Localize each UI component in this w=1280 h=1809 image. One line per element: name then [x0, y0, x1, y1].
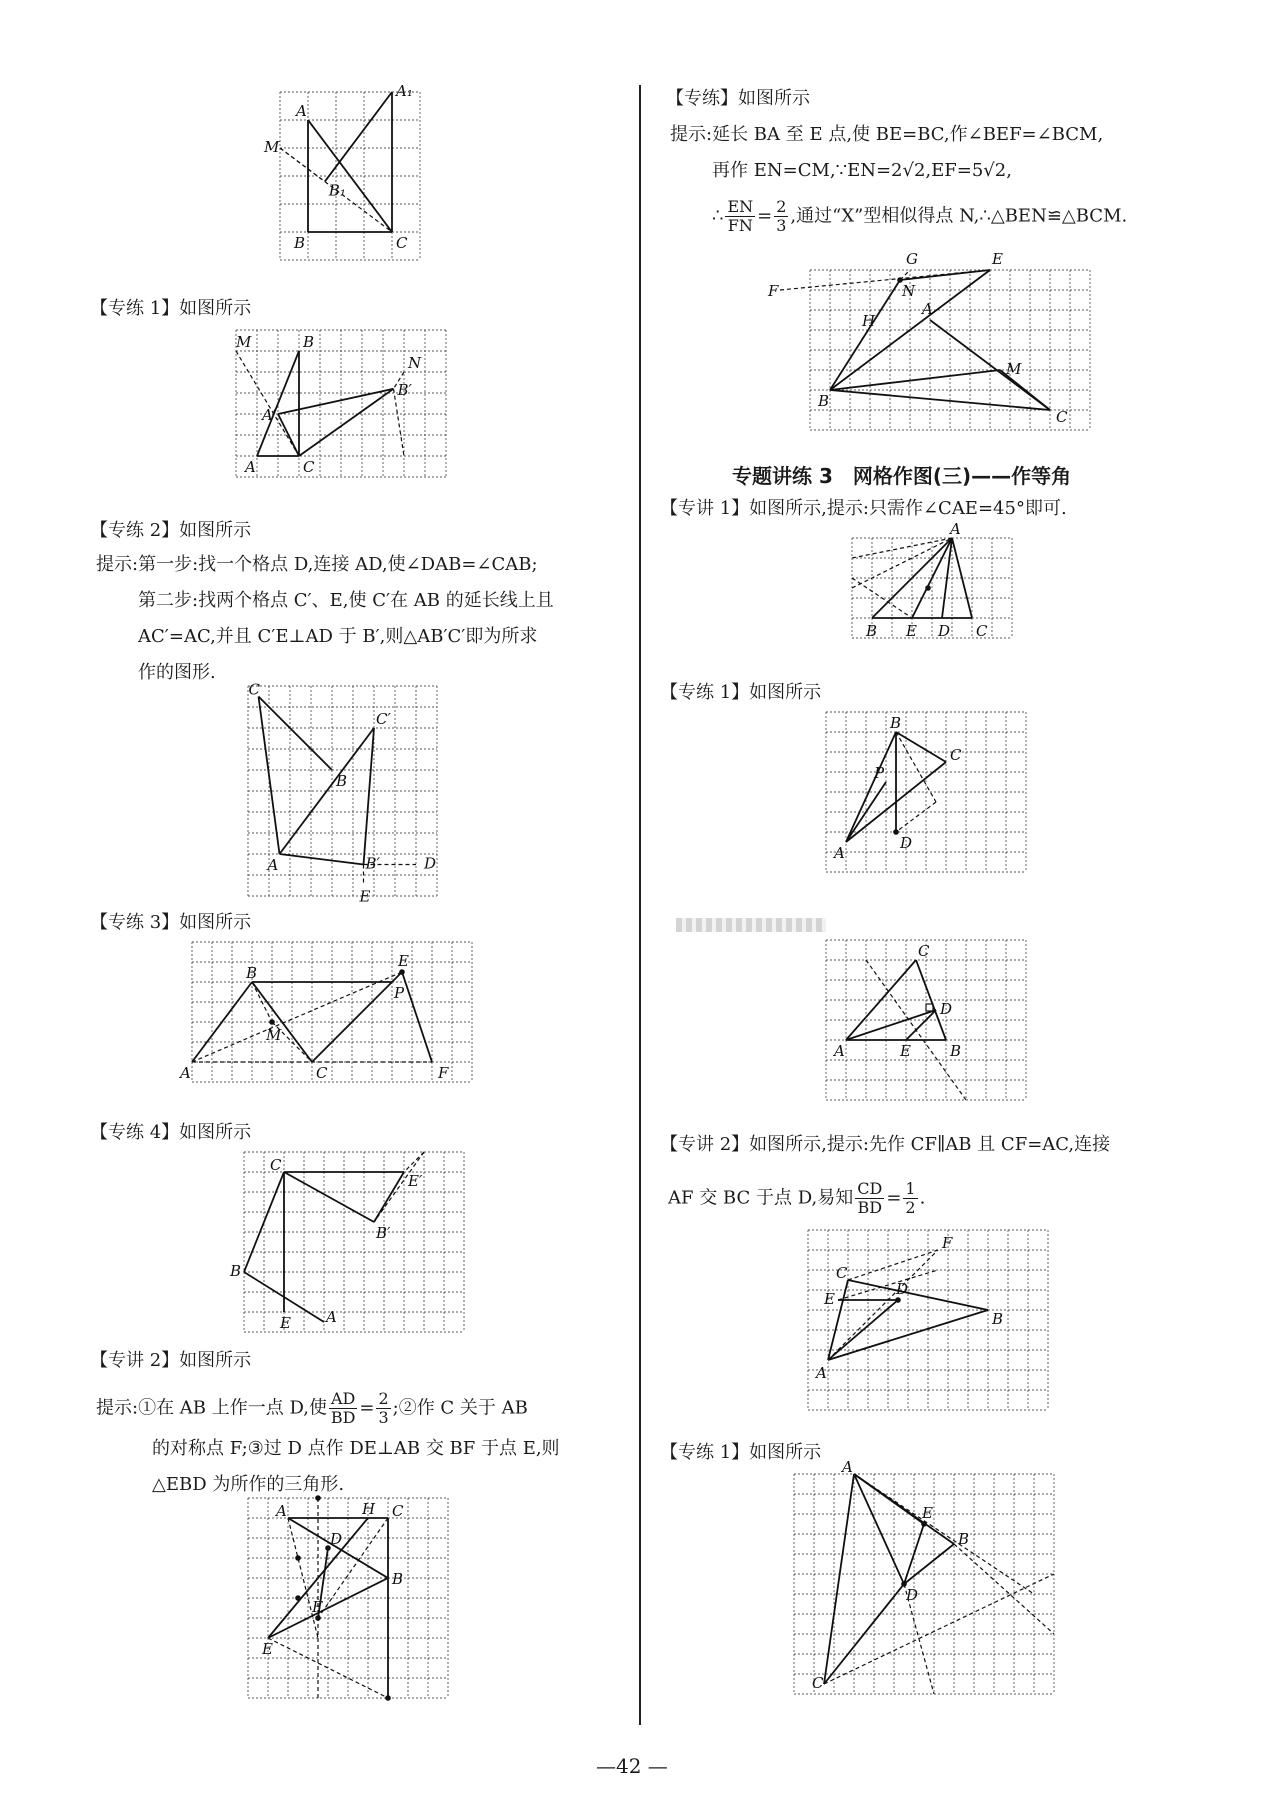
- jiang2-fraction-1-2: [903, 1180, 917, 1217]
- segment: [896, 732, 946, 762]
- point-label: D: [330, 1530, 343, 1548]
- auxiliary-line: [318, 1518, 388, 1618]
- equals: =: [757, 205, 773, 227]
- figure-7: [768, 250, 1100, 450]
- point-label: B: [246, 964, 258, 982]
- point-label: A: [296, 102, 307, 120]
- point-dot: [921, 1521, 927, 1527]
- segment: [364, 728, 375, 865]
- jiang2-hint-a: 提示:①在 AB 上作一点 D,使: [96, 1397, 327, 1419]
- lian-fraction-2-3: [774, 198, 788, 235]
- frac-num: AD: [330, 1389, 356, 1408]
- point-label: A: [267, 856, 279, 874]
- figure-8: [848, 520, 1040, 662]
- point-dot: [895, 1297, 901, 1303]
- figure-7-svg: [768, 250, 1100, 450]
- point-label: E: [398, 952, 409, 970]
- figure-4-svg: [180, 938, 508, 1104]
- figure-11-svg: [804, 1226, 1054, 1422]
- frac-num: EN: [727, 197, 754, 216]
- point-dot: [295, 1555, 301, 1561]
- auxiliary-line: [852, 538, 952, 588]
- frac-den: FN: [727, 216, 753, 235]
- lian3-heading: 【专练 3】如图所示: [90, 912, 252, 933]
- point-label: H: [362, 1500, 376, 1518]
- point-label: A: [180, 1064, 191, 1082]
- point-label: C: [976, 622, 988, 640]
- frac-den: 3: [776, 216, 787, 235]
- figure-12: [790, 1458, 1070, 1710]
- point-label: B: [958, 1530, 970, 1548]
- figure-12-svg: [790, 1458, 1070, 1710]
- point-label: B: [866, 622, 878, 640]
- figure-3-svg: [244, 680, 456, 906]
- point-label: M: [264, 138, 280, 156]
- segment: [828, 1300, 898, 1360]
- lian-hint-2: 再作 EN=CM,∵EN=2√2,EF=5√2,: [712, 160, 1012, 181]
- lian2-hint-4: 作的图形.: [138, 662, 216, 683]
- jiang2-fraction-2-3: [376, 1390, 390, 1427]
- segment: [284, 1172, 374, 1222]
- figure-11: [804, 1226, 1054, 1422]
- point-label: N: [408, 354, 422, 372]
- point-label: H: [862, 312, 876, 330]
- point-label: C: [248, 680, 260, 699]
- lian4-heading: 【专练 4】如图所示: [90, 1122, 252, 1143]
- point-label: D: [424, 854, 437, 873]
- point-dot: [269, 1019, 275, 1025]
- point-label: A: [276, 1502, 287, 1520]
- frac-num: 2: [378, 1389, 389, 1408]
- lian-heading: 【专练】如图所示: [666, 88, 810, 109]
- point-label: P: [874, 764, 885, 782]
- point-label: C: [950, 746, 962, 764]
- point-label: B: [818, 392, 830, 410]
- point-dot: [399, 969, 405, 975]
- point-label: F: [438, 1064, 449, 1082]
- segment: [830, 370, 1000, 390]
- point-label: F: [312, 1598, 323, 1616]
- point-label: C: [396, 234, 408, 252]
- lian2-hint-3: AC′=AC,并且 C′E⊥AD 于 B′,则△AB′C′即为所求: [138, 626, 538, 647]
- point-label: C: [812, 1674, 824, 1692]
- point-label: D: [906, 1586, 919, 1604]
- point-label: C: [918, 942, 930, 960]
- auxiliary-line: [824, 1574, 1054, 1684]
- point-label: E: [359, 887, 371, 906]
- jiang2-right-line-2: [668, 1180, 925, 1217]
- point-label: F: [942, 1234, 953, 1252]
- point-label: E: [906, 622, 917, 640]
- point-label: D: [900, 834, 913, 852]
- point-label: M: [1006, 360, 1022, 378]
- point-label: A: [834, 1042, 845, 1060]
- segment: [312, 972, 402, 1062]
- auxiliary-line: [896, 732, 936, 802]
- auxiliary-line: [404, 1152, 424, 1172]
- point-label: C: [270, 1156, 282, 1174]
- segment: [828, 1310, 988, 1360]
- frac-den: 2: [905, 1198, 916, 1217]
- point-label: E′: [408, 1172, 423, 1190]
- point-label: E: [262, 1640, 273, 1658]
- segment: [259, 697, 333, 771]
- point-label: B: [303, 333, 315, 351]
- jiang2-line2-pre: AF 交 BC 于点 D,易知: [668, 1187, 854, 1209]
- lian-fraction-en-fn: [725, 198, 755, 235]
- point-label: B₁: [328, 181, 346, 200]
- grid-lines: [236, 330, 446, 477]
- point-label: A: [842, 1458, 853, 1476]
- point-label: B: [294, 234, 306, 252]
- section-title: 专题讲练 3 网格作图(三)——作等角: [732, 464, 1072, 488]
- point-label: B′: [397, 380, 412, 399]
- lian2-hint-2: 第二步:找两个格点 C′、E,使 C′在 AB 的延长线上且: [138, 590, 554, 611]
- jiang2-hint-b: ;②作 C 关于 AB: [392, 1397, 528, 1419]
- frac-num: 1: [905, 1179, 916, 1198]
- point-label: B: [336, 772, 348, 790]
- figure-10-svg: [822, 936, 1044, 1122]
- segment: [402, 972, 432, 1062]
- blurred-text: [676, 918, 826, 932]
- figure-2: [232, 326, 464, 506]
- point-label: B′: [376, 1224, 391, 1242]
- point-label: A₁: [396, 82, 413, 100]
- figure-6: [244, 1494, 464, 1700]
- point-label: M: [236, 333, 252, 351]
- point-dot: [315, 1495, 321, 1501]
- figure-9-svg: [822, 708, 1044, 888]
- grid-lines: [810, 270, 1090, 430]
- jiang1-heading: 【专讲 1】如图所示,提示:只需作∠CAE=45°即可.: [660, 498, 1067, 519]
- point-label: P: [394, 984, 405, 1002]
- segment: [830, 280, 900, 390]
- lian-hint-3-post: ,通过“X”型相似得点 N,∴△BEN≌△BCM.: [790, 205, 1128, 227]
- figure-8-svg: [848, 520, 1040, 662]
- auxiliary-line: [896, 802, 936, 832]
- point-label: A: [326, 1308, 337, 1326]
- auxiliary-line: [848, 1250, 938, 1280]
- point-label: E: [900, 1042, 911, 1060]
- jiang2-hint-2: 的对称点 F;③过 D 点作 DE⊥AB 交 BF 于点 E,则: [152, 1438, 560, 1459]
- figure-2-svg: [232, 326, 464, 506]
- auxiliary-line: [954, 1544, 1054, 1634]
- grid-lines: [808, 1230, 1048, 1410]
- figure-3: [244, 680, 456, 906]
- column-divider: [639, 85, 641, 1725]
- point-dot: [385, 1695, 391, 1701]
- lian2-hint-1: 提示:第一步:找一个格点 D,连接 AD,使∠DAB=∠CAB;: [96, 554, 538, 575]
- point-label: C: [392, 1502, 404, 1520]
- point-label: E: [922, 1504, 933, 1522]
- frac-den: BD: [857, 1198, 883, 1217]
- point-label: B′: [365, 854, 380, 873]
- jiang2-heading: 【专讲 2】如图所示: [90, 1350, 252, 1371]
- figure-1-svg: [264, 82, 446, 284]
- lian1b-heading: 【专练 1】如图所示: [660, 1442, 822, 1463]
- lian1-right-heading: 【专练 1】如图所示: [660, 682, 822, 703]
- figure-5: [230, 1148, 466, 1334]
- auxiliary-line: [852, 538, 952, 558]
- point-label: C: [836, 1264, 848, 1282]
- point-label: A: [922, 300, 933, 318]
- auxiliary-line: [394, 389, 405, 456]
- point-dot: [295, 1595, 301, 1601]
- segment: [280, 854, 364, 865]
- page-number: —42 —: [596, 1754, 668, 1778]
- figure-10: [822, 936, 1044, 1122]
- point-label: E: [280, 1314, 291, 1332]
- jiang2-hint-1: [96, 1390, 528, 1427]
- jiang2-fraction-ad-bd: [329, 1390, 357, 1427]
- segment: [288, 1518, 388, 1578]
- figure-5-svg: [230, 1148, 466, 1334]
- point-label: A: [245, 458, 256, 476]
- point-label: B: [890, 714, 902, 732]
- segment: [848, 1280, 988, 1310]
- period: .: [919, 1187, 926, 1209]
- figure-1: [264, 82, 446, 284]
- grid-lines: [826, 712, 1026, 872]
- point-label: C: [316, 1064, 328, 1082]
- frac-den: BD: [330, 1408, 356, 1427]
- lian-hint-3: [712, 198, 1127, 235]
- point-label: E: [824, 1290, 835, 1308]
- point-label: A′: [262, 406, 277, 424]
- point-label: D: [940, 1000, 953, 1018]
- point-label: G: [906, 250, 918, 268]
- point-label: B: [392, 1570, 404, 1588]
- equals: =: [359, 1397, 375, 1419]
- jiang2-hint-3: △EBD 为所作的三角形.: [152, 1474, 345, 1495]
- lian1-heading: 【专练 1】如图所示: [90, 298, 252, 319]
- lian-hint-1: 提示:延长 BA 至 E 点,使 BE=BC,作∠BEF=∠BCM,: [670, 124, 1104, 145]
- auxiliary-line: [192, 972, 402, 1062]
- equals: =: [886, 1187, 902, 1209]
- segment: [846, 732, 896, 842]
- point-label: D: [938, 622, 951, 640]
- point-label: C: [303, 458, 315, 476]
- figure-4: [180, 938, 508, 1104]
- point-label: A: [816, 1364, 827, 1382]
- lian2-heading: 【专练 2】如图所示: [90, 520, 252, 541]
- point-label: N: [902, 282, 916, 300]
- point-label: B: [950, 1042, 962, 1060]
- auxiliary-line: [866, 960, 966, 1100]
- auxiliary-line: [280, 148, 325, 182]
- grid-lines: [192, 942, 472, 1082]
- point-label: F: [768, 282, 779, 300]
- point-label: B: [230, 1262, 242, 1280]
- therefore: ∴: [712, 205, 724, 227]
- jiang2-fraction-cd-bd: [855, 1180, 884, 1217]
- figure-9: [822, 708, 1044, 888]
- frac-num: 2: [776, 197, 787, 216]
- point-label: C: [1056, 408, 1068, 426]
- frac-den: 3: [378, 1408, 389, 1427]
- point-label: D: [896, 1280, 909, 1298]
- point-label: E: [992, 250, 1003, 268]
- segment: [830, 390, 1050, 410]
- auxiliary-line: [236, 351, 299, 456]
- frac-num: CD: [857, 1179, 883, 1198]
- point-label: B: [992, 1310, 1004, 1328]
- grid-lines: [244, 1152, 464, 1332]
- point-dot: [925, 585, 931, 591]
- segment: [325, 92, 392, 182]
- point-label: M: [266, 1026, 282, 1044]
- segment: [374, 1172, 404, 1222]
- figure-6-svg: [244, 1494, 464, 1700]
- jiang2-right-line-1: 【专讲 2】如图所示,提示:先作 CF∥AB 且 CF=AC,连接: [660, 1134, 1111, 1155]
- point-label: A: [950, 520, 961, 538]
- point-label: C′: [376, 710, 391, 728]
- point-dot: [315, 1615, 321, 1621]
- point-dot: [893, 829, 899, 835]
- point-label: A: [834, 844, 845, 862]
